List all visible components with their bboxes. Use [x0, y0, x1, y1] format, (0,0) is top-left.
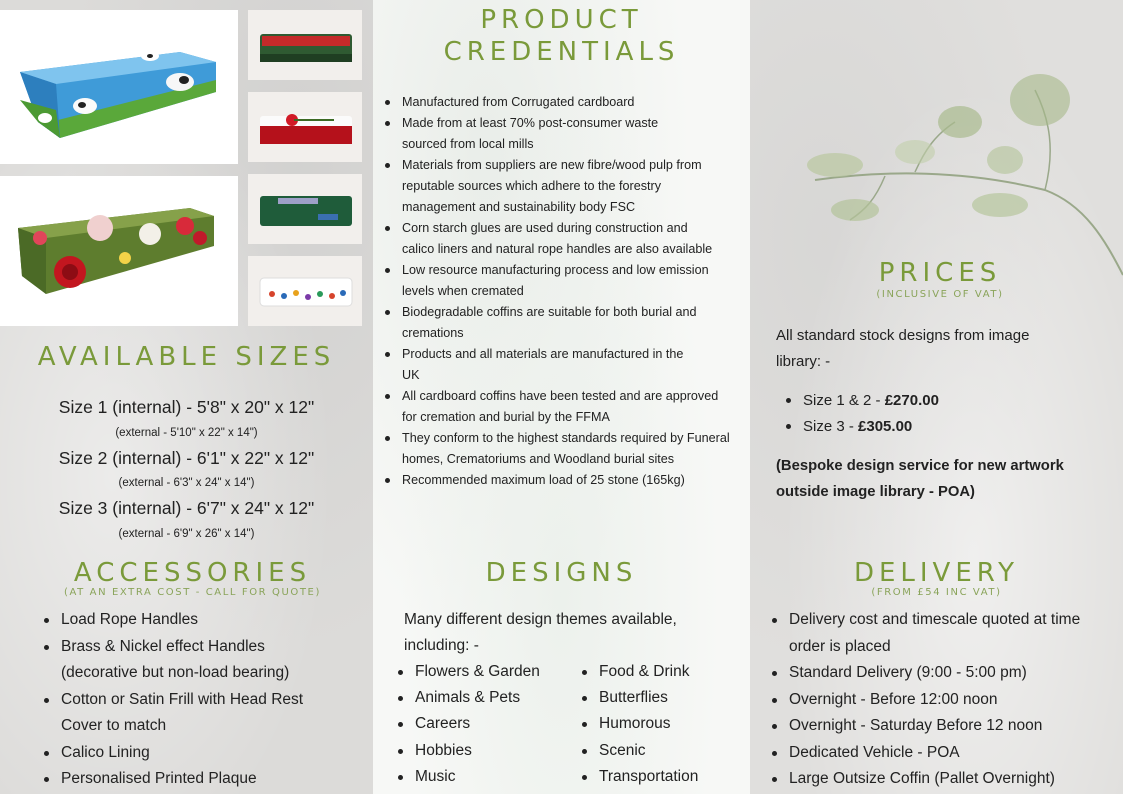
accessories-heading: ACCESSORIES [73, 558, 312, 588]
designs-intro: Many different design themes available, including: - [404, 611, 677, 654]
left-panel [0, 0, 373, 794]
design-theme: Flowers & Garden [398, 659, 578, 685]
credential-item: Low resource manufacturing process and low emission levels when cremated [385, 260, 712, 302]
price-label: Size 3 - [803, 418, 859, 435]
coffin-cows-photo [0, 10, 238, 164]
coffin-roses-image [0, 176, 238, 326]
accessory-item: Calico Lining [44, 740, 344, 767]
accessory-item: Brass & Nickel effect Handles (decorative but non-load bearing) [44, 634, 344, 687]
price-value: £270.00 [884, 392, 939, 409]
design-theme: Butterflies [582, 685, 747, 711]
size-2-internal: Size 2 (internal) - 6'1" x 22" x 12" [58, 448, 315, 468]
coffin-thumb-red-rose [248, 92, 362, 162]
size-2-external: (external - 6'3" x 24" x 14") [118, 477, 255, 489]
coffin-thumb-green-red [248, 10, 362, 80]
size-3-internal: Size 3 (internal) - 6'7" x 24" x 12" [58, 498, 315, 518]
middle-panel [373, 0, 750, 794]
credential-item: Biodegradable coffins are suitable for both burial and cremations [385, 302, 742, 344]
credential-item: Materials from suppliers are new fibre/wood pulp from reputable sources which adhere to the forestry management and sustainability body FSC [385, 155, 732, 218]
product-credentials-heading-line2: CREDENTIALS [443, 37, 680, 67]
price-item [786, 388, 1086, 414]
design-theme: Music [398, 764, 578, 790]
design-theme: Careers [398, 711, 578, 737]
design-theme: Transportation [582, 764, 747, 790]
available-sizes-heading: AVAILABLE SIZES [37, 342, 336, 372]
coffin-thumb-1-image [248, 10, 362, 80]
delivery-subheading: (FROM £54 INC VAT) [871, 587, 1002, 598]
credential-item: Corn starch glues are used during construction and calico liners and natural rope handles are also available [385, 218, 722, 260]
accessory-item: Load Rope Handles [44, 607, 344, 634]
size-1-external: (external - 5'10" x 22" x 14") [115, 427, 258, 439]
delivery-heading: DELIVERY [853, 558, 1020, 588]
credential-item: All cardboard coffins have been tested and are approved for cremation and burial by the FFMA [385, 386, 722, 428]
prices-heading: PRICES [878, 258, 1002, 288]
right-panel [750, 0, 1123, 794]
leaf-branch-illustration [795, 60, 1123, 290]
delivery-list [772, 607, 1117, 793]
coffin-thumb-green-books [248, 174, 362, 244]
accessories-subheading: (AT AN EXTRA COST - CALL FOR QUOTE) [64, 587, 321, 598]
coffin-roses-photo [0, 176, 238, 326]
credential-item: Made from at least 70% post-consumer waste sourced from local mills [385, 113, 702, 155]
accessory-item: Personalised Printed Plaque [44, 766, 344, 793]
accessory-item: Cotton or Satin Frill with Head Rest Cover to match [44, 687, 344, 740]
design-theme: Food & Drink [582, 659, 747, 685]
delivery-item: Large Outsize Coffin (Pallet Overnight) [772, 766, 1117, 793]
coffin-cows-image [0, 10, 238, 164]
delivery-item: Standard Delivery (9:00 - 5:00 pm) [772, 660, 1117, 687]
price-item [786, 414, 1086, 440]
price-value: £305.00 [858, 418, 913, 435]
bespoke-design-note: (Bespoke design service for new artwork outside image library - POA) [776, 458, 1064, 500]
credential-item: They conform to the highest standards required by Funeral homes, Crematoriums and Woodland burial sites [385, 428, 732, 470]
price-label: Size 1 & 2 - [803, 392, 885, 409]
prices-list [786, 388, 1086, 440]
accessories-list [44, 607, 344, 793]
design-theme: Scenic [582, 738, 747, 764]
delivery-item: Overnight - Before 12:00 noon [772, 687, 1117, 714]
coffin-thumb-3-image [248, 174, 362, 244]
coffin-thumb-butterflies [248, 256, 362, 326]
designs-list-col1 [398, 659, 578, 790]
size-3-external: (external - 6'9" x 26" x 14") [118, 528, 255, 540]
delivery-item: Delivery cost and timescale quoted at time order is placed [772, 607, 1109, 660]
designs-list-col2 [582, 659, 747, 790]
product-credentials-list [385, 92, 735, 491]
delivery-item: Overnight - Saturday Before 12 noon [772, 713, 1117, 740]
credential-item: Manufactured from Corrugated cardboard [385, 92, 735, 113]
designs-heading: DESIGNS [485, 558, 638, 588]
coffin-thumb-4-image [248, 256, 362, 326]
size-1-internal: Size 1 (internal) - 5'8" x 20" x 12" [58, 397, 315, 417]
prices-subheading: (INCLUSIVE OF VAT) [876, 289, 1004, 300]
delivery-item: Dedicated Vehicle - POA [772, 740, 1117, 767]
design-theme: Humorous [582, 711, 747, 737]
design-theme: Animals & Pets [398, 685, 578, 711]
credential-item: Recommended maximum load of 25 stone (165kg) [385, 470, 750, 491]
prices-intro: All standard stock designs from image library: - [776, 327, 1030, 370]
design-theme: Hobbies [398, 738, 578, 764]
credential-item: Products and all materials are manufactured in the UK [385, 344, 702, 386]
product-credentials-heading-line1: PRODUCT [480, 5, 643, 35]
coffin-thumb-2-image [248, 92, 362, 162]
